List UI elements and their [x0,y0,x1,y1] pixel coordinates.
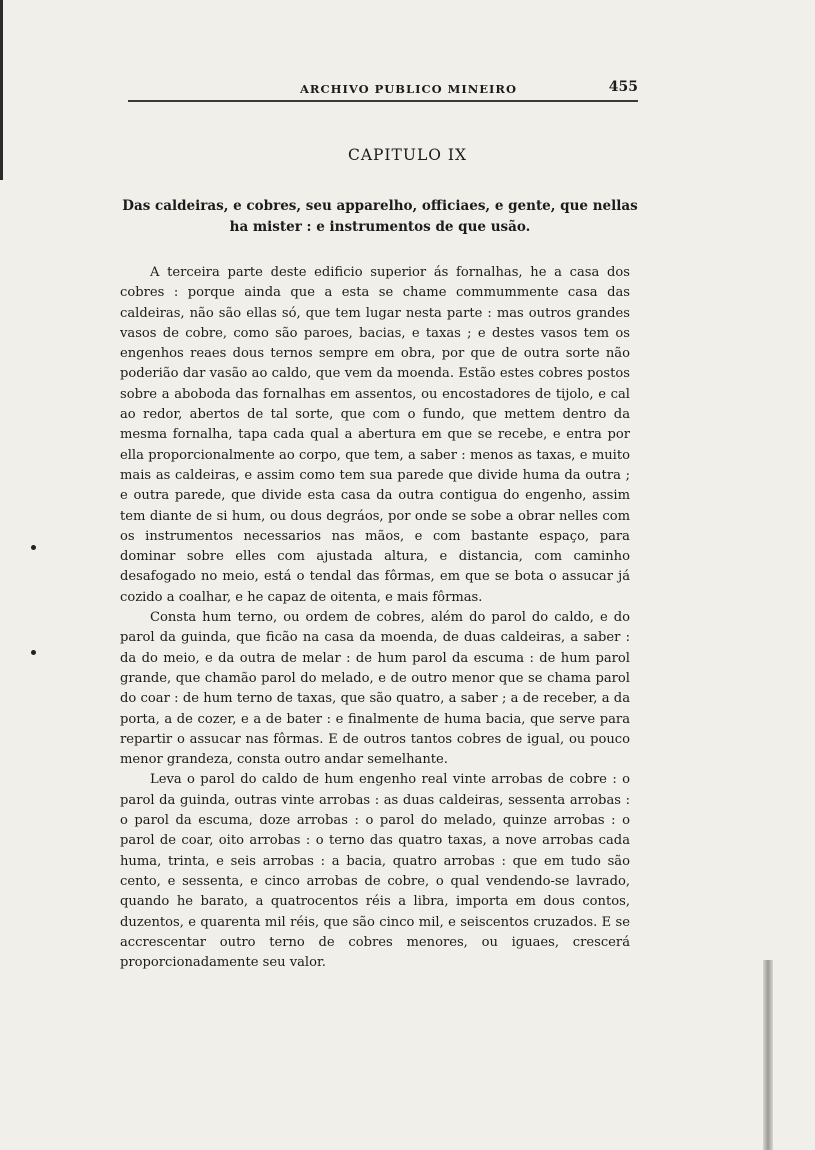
chapter-subtitle: Das caldeiras, e cobres, seu apparelho, officiaes, e gente, que nellas ha mister : e instrumentos de que usão. [122,198,638,235]
page-edge-right [763,960,773,1150]
page-header [128,78,638,102]
margin-mark [31,650,36,655]
paragraph-3: Leva o parol do caldo de hum engenho real vinte arrobas de cobre : o parol da guinda, outras vinte arrobas : as duas caldeiras, sessenta arrobas : o parol da escuma, doze arrobas : o parol do melado, quinze arrobas : o parol de coar, oito arrobas : o terno das quatro taxas, a nove arrobas cada huma, trinta, e seis arrobas : a bacia, quatro arrobas : que em tudo são cento, e sessenta, e cinco arrobas de cobre, o qual vendendo-se lavrado, quando he barato, a quatrocentos réis a libra, importa em dous contos, duzentos, e quarenta mil réis, que são cinco mil, e seiscentos cruzados. E se accrescentar outro terno de cobres menores, ou iguaes, crescerá proporcionadamente seu valor. [120,772,630,971]
chapter-heading: CAPITULO IX [347,146,468,164]
paragraph-2: Consta hum terno, ou ordem de cobres, além do parol do caldo, e do parol da guinda, que ficão na casa da moenda, de duas caldeiras, a saber : da do meio, e da outra de melar : de hum parol da escuma : de hum parol grande, que chamão parol do melado, e de outro menor que se chama parol do coar : de hum terno de taxas, que são quatro, a saber ; a de receber, a da porta, a de cozer, e a de bater : e finalmente de huma bacia, que serve para repartir o assucar nas fôrmas. E de outros tantos cobres de igual, ou pouco menor grandeza, consta outro andar semelhante. [120,610,630,768]
margin-mark [31,545,36,550]
paragraph-1: A terceira parte deste edificio superior ás fornalhas, he a casa dos cobres : porque ainda que a esta se chame commummente casa das caldeiras, não são ellas só, que tem lugar nesta parte : mas outros grandes vasos de cobre, como são paroes, bacias, e taxas ; e destes vasos tem os engenhos reaes dous ternos sempre em obra, por que de outra sorte não poderião dar vasão ao caldo, que vem da moenda. Estão estes cobres postos sobre a aboboda das fornalhas em assentos, ou encostadores de tijolo, e cal ao redor, abertos de tal sorte, que com o fundo, que mettem dentro da mesma fornalha, tapa cada qual a abertura em que se recebe, e entra por ella proporcionalmente ao corpo, que tem, a saber : menos as taxas, e muito mais as caldeiras, e assim como tem sua parede que divide huma da outra ; e outra parede, que divide esta casa da outra contigua do engenho, assim tem diante de si hum, ou dous degráos, por onde se sobe a obrar nelles com os instrumentos necessarios nas mãos, e com bastante espaço, para dominar sobre elles com ajustada altura, e distancia, com caminho desafogado no meio, está o tendal das fôrmas, em que se bota o assucar já cozido a coalhar, e he capaz de oitenta, e mais fôrmas. [120,265,630,605]
body-text [120,263,630,973]
page-number: 455 [608,79,638,95]
running-title: ARCHIVO PUBLICO MINEIRO [300,82,517,96]
